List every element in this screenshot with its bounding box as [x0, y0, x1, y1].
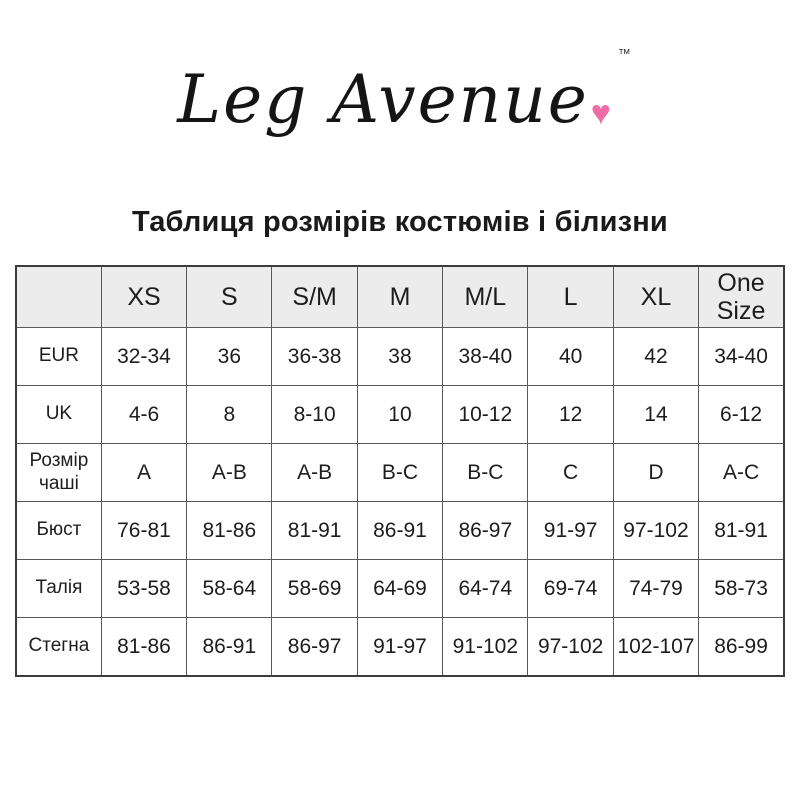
size-column-header: One Size: [699, 266, 784, 328]
size-value-cell: 91-97: [528, 502, 613, 560]
page-title: Таблиця розмірів костюмів і білизни: [132, 206, 668, 238]
size-value-cell: 81-91: [699, 502, 784, 560]
size-value-cell: 38: [357, 328, 442, 386]
size-column-header: M: [357, 266, 442, 328]
table-row: [16, 444, 784, 502]
size-value-cell: 86-91: [187, 618, 272, 677]
size-column-header: L: [528, 266, 613, 328]
size-value-cell: 74-79: [613, 560, 698, 618]
size-value-cell: 58-64: [187, 560, 272, 618]
heart-icon: ♥: [590, 94, 611, 132]
size-table: [15, 265, 785, 677]
size-value-cell: 97-102: [528, 618, 613, 677]
size-column-header: S/M: [272, 266, 357, 328]
size-value-cell: 97-102: [613, 502, 698, 560]
row-label: Стегна: [16, 618, 101, 677]
size-value-cell: 42: [613, 328, 698, 386]
brand-logo-text: Leg Avenue: [177, 61, 589, 138]
row-label: EUR: [16, 328, 101, 386]
size-value-cell: 36: [187, 328, 272, 386]
size-value-cell: 53-58: [101, 560, 186, 618]
size-value-cell: 4-6: [101, 386, 186, 444]
size-value-cell: 10: [357, 386, 442, 444]
size-value-cell: 64-69: [357, 560, 442, 618]
size-value-cell: 58-73: [699, 560, 784, 618]
trademark-symbol: ™: [617, 46, 631, 61]
size-value-cell: 102-107: [613, 618, 698, 677]
size-value-cell: 8-10: [272, 386, 357, 444]
size-value-cell: 38-40: [443, 328, 528, 386]
row-label: UK: [16, 386, 101, 444]
table-row: [16, 328, 784, 386]
size-value-cell: 86-91: [357, 502, 442, 560]
row-label: Розмір чаші: [16, 444, 101, 502]
size-value-cell: 81-86: [187, 502, 272, 560]
table-row: [16, 560, 784, 618]
size-column-header: M/L: [443, 266, 528, 328]
size-value-cell: 6-12: [699, 386, 784, 444]
size-column-header: S: [187, 266, 272, 328]
size-value-cell: A-B: [187, 444, 272, 502]
size-value-cell: 34-40: [699, 328, 784, 386]
size-value-cell: 86-99: [699, 618, 784, 677]
size-column-header: XS: [101, 266, 186, 328]
table-row: [16, 502, 784, 560]
size-value-cell: A-C: [699, 444, 784, 502]
size-value-cell: 10-12: [443, 386, 528, 444]
size-value-cell: A: [101, 444, 186, 502]
size-value-cell: 91-97: [357, 618, 442, 677]
corner-cell: [16, 266, 101, 328]
size-value-cell: 86-97: [443, 502, 528, 560]
size-value-cell: 8: [187, 386, 272, 444]
size-value-cell: 81-91: [272, 502, 357, 560]
size-value-cell: 76-81: [101, 502, 186, 560]
size-value-cell: 36-38: [272, 328, 357, 386]
size-value-cell: B-C: [357, 444, 442, 502]
row-label: Бюст: [16, 502, 101, 560]
header-row: [16, 266, 784, 328]
size-value-cell: D: [613, 444, 698, 502]
size-value-cell: A-B: [272, 444, 357, 502]
row-label: Талія: [16, 560, 101, 618]
size-value-cell: 86-97: [272, 618, 357, 677]
size-column-header: XL: [613, 266, 698, 328]
size-value-cell: 81-86: [101, 618, 186, 677]
size-value-cell: 32-34: [101, 328, 186, 386]
size-value-cell: B-C: [443, 444, 528, 502]
size-value-cell: 69-74: [528, 560, 613, 618]
size-value-cell: 91-102: [443, 618, 528, 677]
size-value-cell: 64-74: [443, 560, 528, 618]
size-value-cell: 14: [613, 386, 698, 444]
table-row: [16, 386, 784, 444]
size-value-cell: C: [528, 444, 613, 502]
brand-logo: [0, 0, 800, 150]
size-value-cell: 40: [528, 328, 613, 386]
size-value-cell: 12: [528, 386, 613, 444]
table-row: [16, 618, 784, 677]
logo-mark: [589, 46, 631, 132]
size-value-cell: 58-69: [272, 560, 357, 618]
